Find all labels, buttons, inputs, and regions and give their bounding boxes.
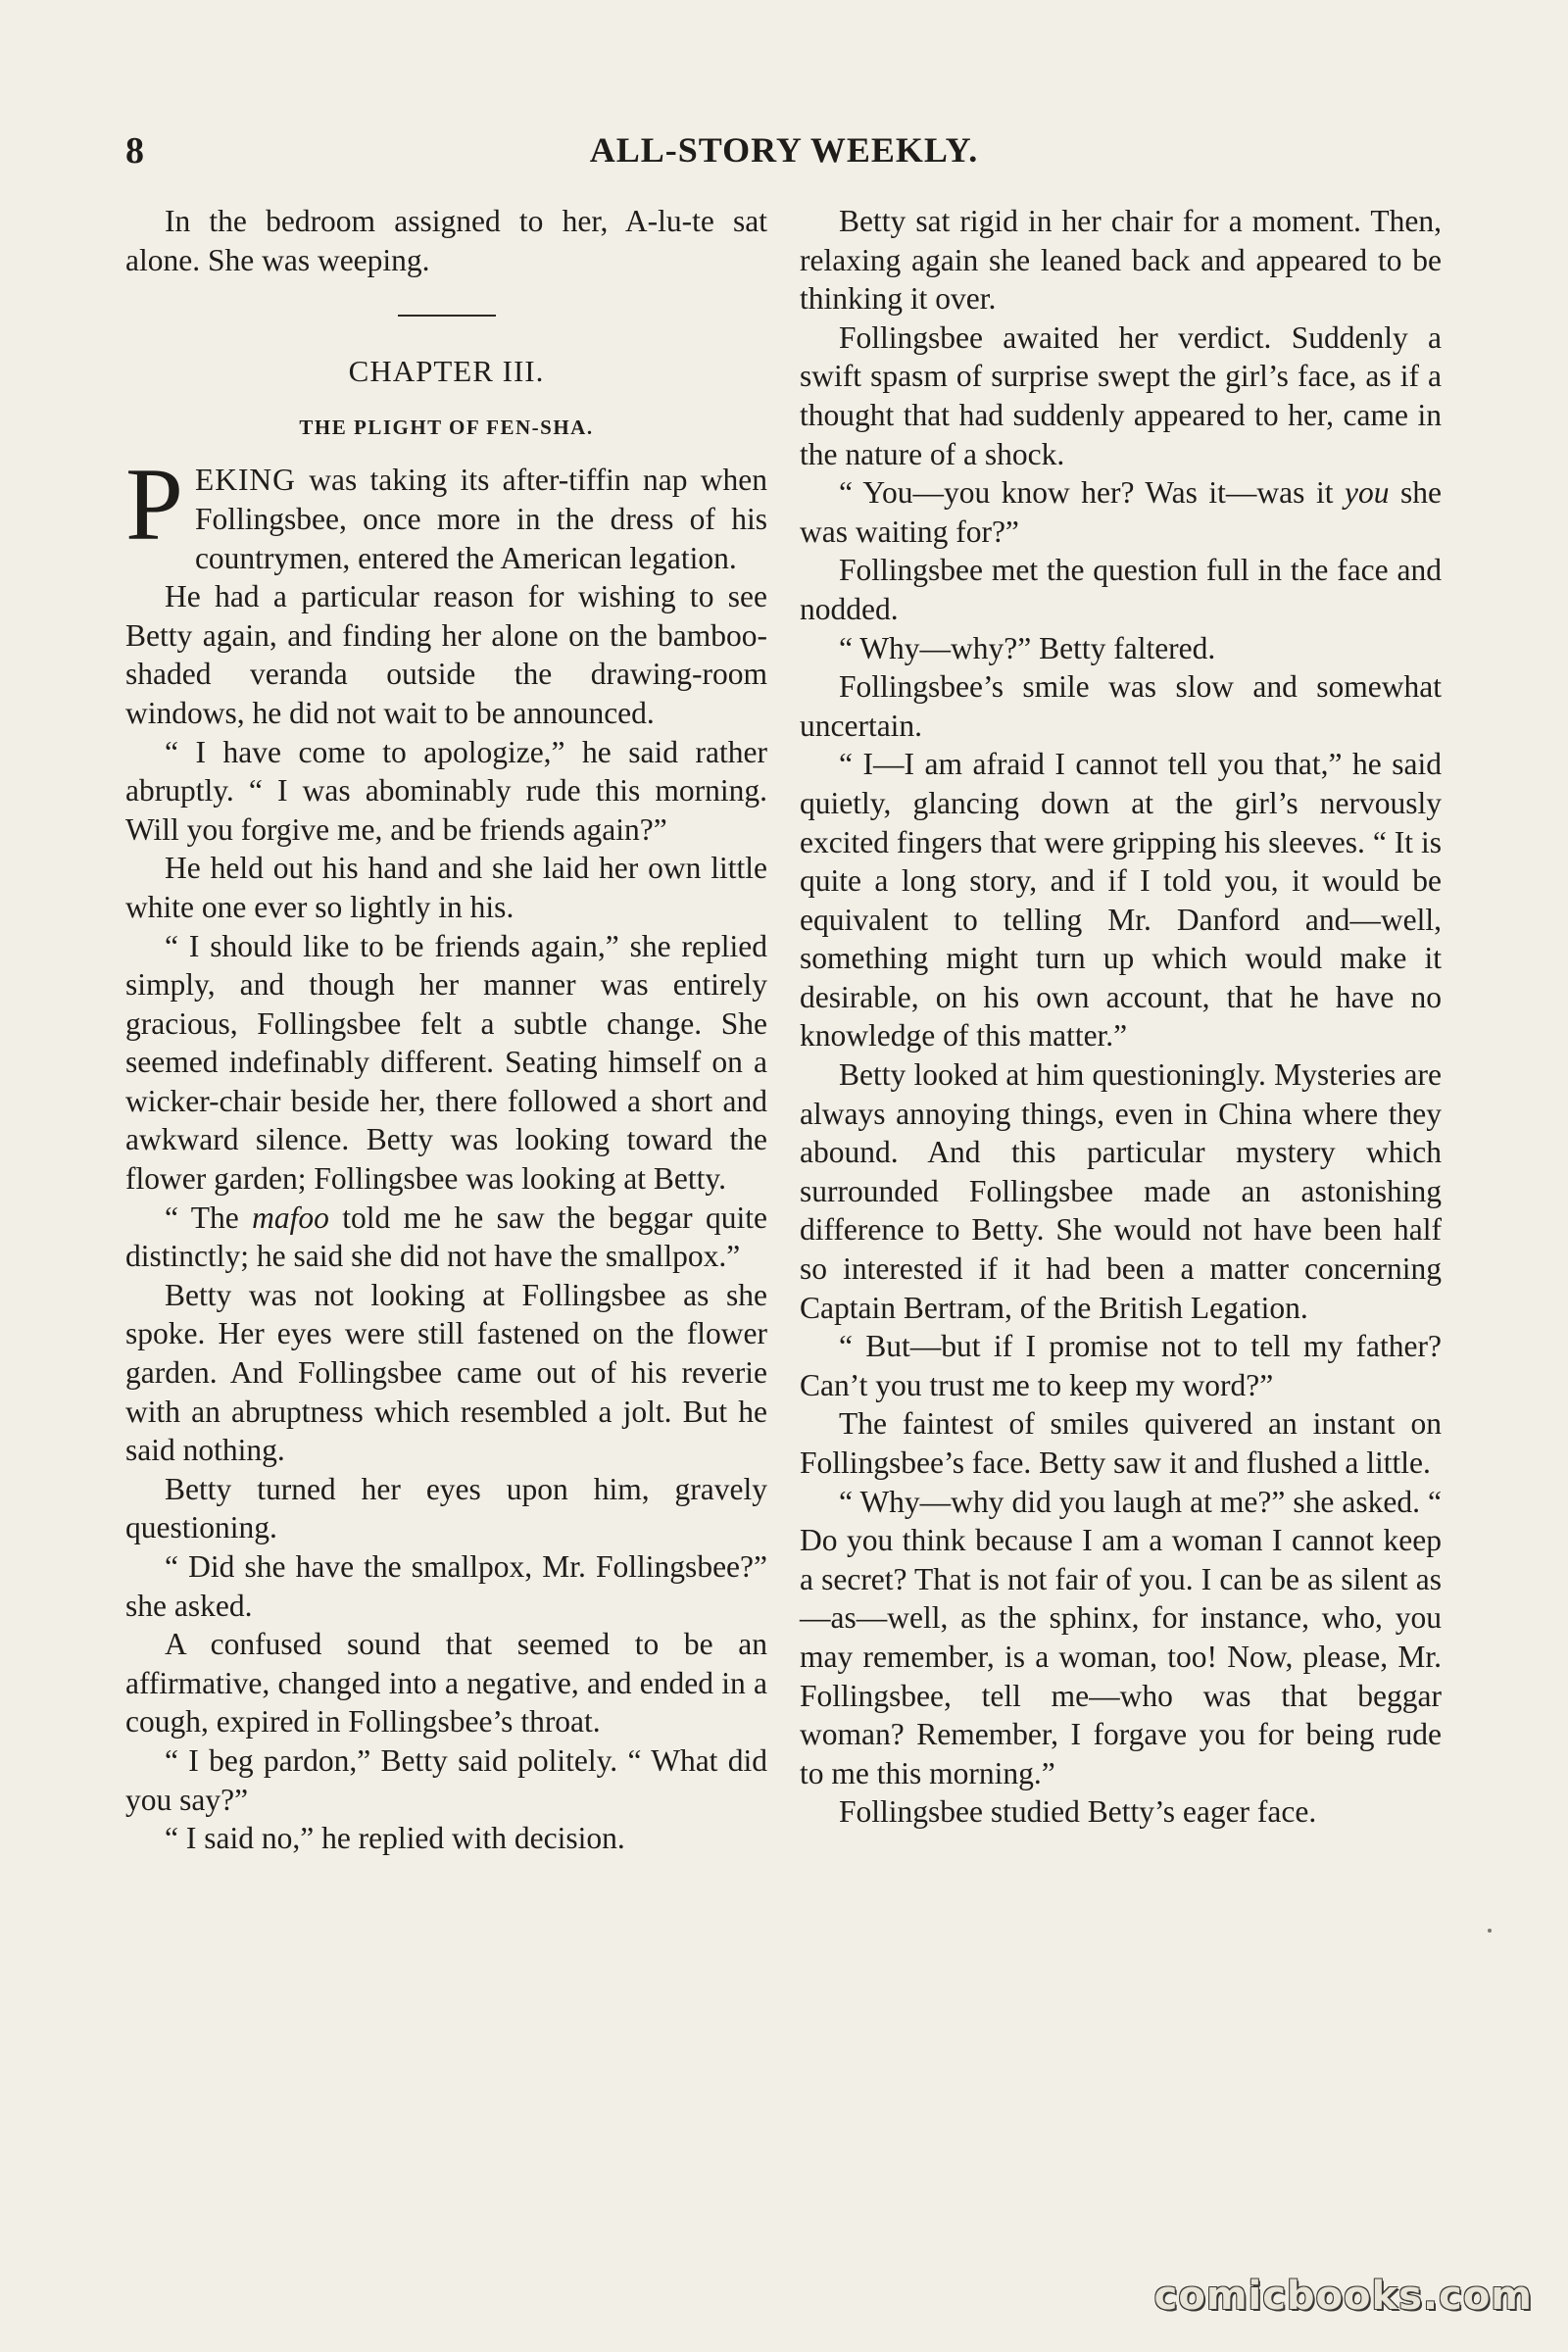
dropcap-paragraph-text: was taking its after-tiffin nap when Follingsbee, once more in the dress of his countrymen, entered the American legation. xyxy=(194,463,767,575)
paragraph: Betty turned her eyes upon him, gravely questioning. xyxy=(125,1471,767,1545)
text-run: “ You—you know her? Was it—was it xyxy=(839,475,1345,511)
left-column xyxy=(125,202,767,1858)
paragraph: Follingsbee’s smile was slow and somewhat uncertain. xyxy=(800,669,1442,743)
italic-word: mafoo xyxy=(252,1200,329,1235)
paragraph: “ But—but if I promise not to tell my father? Can’t you trust me to keep my word?” xyxy=(800,1329,1442,1402)
paragraph: He held out his hand and she laid her own little white one ever so lightly in his. xyxy=(125,851,767,924)
paragraph: “ Why—why?” Betty faltered. xyxy=(839,630,1216,665)
paragraph: He had a particular reason for wishing to see Betty again, and finding her alone on the bamboo-shaded veranda outside the drawing-room windows, he did not wait to be announced. xyxy=(125,579,767,730)
drop-cap: P xyxy=(125,447,183,563)
chapter-subtitle: THE PLIGHT OF FEN-SHA. xyxy=(299,415,594,439)
paragraph: A confused sound that seemed to be an affirmative, changed into a negative, and ended in a cough, expired in Follingsbee’s throat. xyxy=(125,1627,767,1740)
paragraph: “ I—I am afraid I cannot tell you that,” he said quietly, glancing down at the girl’s nervously excited fingers that were gripping his sleeves. “ It is quite a long story, and if I told you, it would be equivalent to telling Mr. Danford and—well, something might turn up which would make it desirable, on his own account, that he have no knowledge of this matter.” xyxy=(800,747,1442,1054)
opening-paragraph: In the bedroom assigned to her, A-lu-te sat alone. She was weeping. xyxy=(125,204,767,277)
dropcap-word-rest: EKING xyxy=(194,463,296,498)
paragraph: “ I have come to apologize,” he said rather abruptly. “ I was abominably rude this morning. Will you forgive me, and be friends again?” xyxy=(125,734,767,847)
running-head: ALL-STORY WEEKLY. xyxy=(589,130,979,170)
text-run: “ The xyxy=(165,1200,253,1235)
text-run: told me he saw the beggar quite distinctly; he said she did not have the smallpox.” xyxy=(125,1200,767,1274)
paper-speck xyxy=(1488,1929,1492,1933)
paragraph: Follingsbee studied Betty’s eager face. xyxy=(839,1794,1317,1830)
paragraph: Betty looked at him questioningly. Mysteries are always annoying things, even in China where they abound. And this particular mystery which surrounded Follingsbee made an astonishing difference to Betty. She would not have been half so interested if it had been a matter concerning Captain Bertram, of the British Legation. xyxy=(800,1057,1442,1325)
right-column xyxy=(800,202,1442,1832)
paragraph: The faintest of smiles quivered an instant on Follingsbee’s face. Betty saw it and flushed a little. xyxy=(800,1406,1442,1480)
page-number: 8 xyxy=(125,130,144,172)
paragraph: Betty was not looking at Follingsbee as she spoke. Her eyes were still fastened on the flower garden. And Follingsbee came out of his reverie with an abruptness which resembled a jolt. But he said nothing. xyxy=(125,1277,767,1468)
chapter-title: CHAPTER III. xyxy=(348,354,545,389)
paragraph: Follingsbee awaited her verdict. Suddenly a swift spasm of surprise swept the girl’s face, as if a thought that had suddenly appeared to her, came in the nature of a shock. xyxy=(800,319,1442,471)
dropcap-paragraph xyxy=(125,447,767,577)
paragraph: “ I said no,” he replied with decision. xyxy=(165,1821,625,1856)
watermark: comicbooks.com xyxy=(1153,2274,1533,2319)
paragraph: Follingsbee met the question full in the face and nodded. xyxy=(800,553,1442,626)
paragraph-you xyxy=(800,473,1442,551)
text-run: she was waiting for?” xyxy=(800,475,1442,549)
paragraph: “ Did she have the smallpox, Mr. Follingsbee?” she asked. xyxy=(125,1549,767,1623)
paragraph: Betty sat rigid in her chair for a moment. Then, relaxing again she leaned back and appeared to be thinking it over. xyxy=(800,204,1442,317)
paragraph: “ Why—why did you laugh at me?” she asked. “ Do you think because I am a woman I cannot keep a secret? That is not fair of you. I can be as silent as—as—well, as the sphinx, for instance, who, you may remember, is a woman, too! Now, please, Mr. Follingsbee, tell me—who was that beggar woman? Remember, I forgave you for being rude to me this morning.” xyxy=(800,1484,1442,1790)
paragraph: “ I should like to be friends again,” she replied simply, and though her manner was entirely gracious, Follingsbee felt a subtle change. She seemed indefinably different. Seating himself on a wicker-chair beside her, there followed a short and awkward silence. Betty was looking toward the flower garden; Follingsbee was looking at Betty. xyxy=(125,928,767,1197)
section-divider xyxy=(398,315,496,317)
paragraph: “ I beg pardon,” Betty said politely. “ What did you say?” xyxy=(125,1742,767,1817)
paragraph-mafoo xyxy=(125,1199,767,1276)
italic-word: you xyxy=(1344,475,1390,511)
